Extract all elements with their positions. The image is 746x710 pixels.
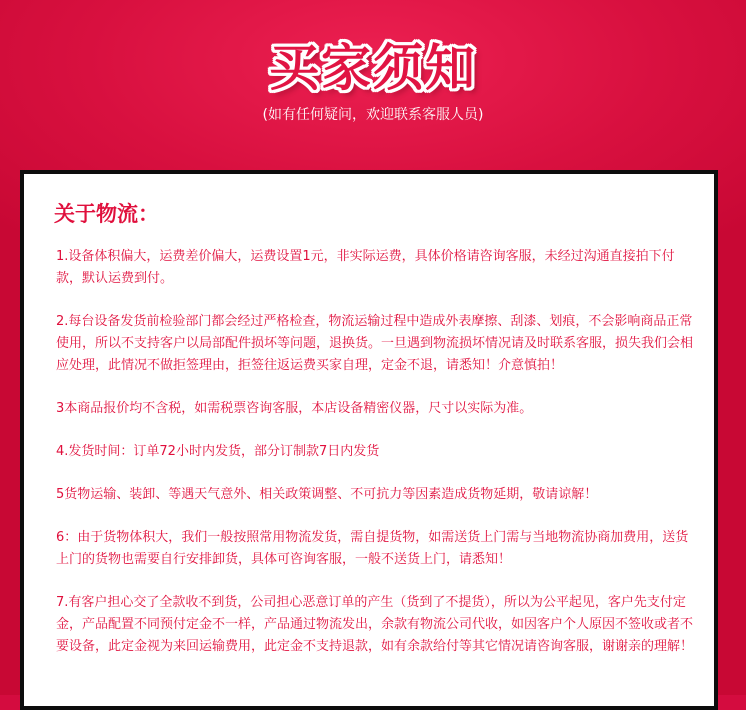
notice-item: 1.设备体积偏大，运费差价偏大，运费设置1元，非实际运费，具体价格请咨询客服，未经过沟通直接拍下付款，默认运费到付。	[56, 249, 675, 286]
notice-item: 5货物运输、装卸、等遇天气意外、相关政策调整、不可抗力等因素造成货物延期，敬请谅解！	[56, 487, 598, 502]
notice-item: 2.每台设备发货前检验部门都会经过严格检查，物流运输过程中造成外表摩擦、刮漆、划痕，不会影响商品正常使用，所以不支持客户以局部配件损坏等问题，退换货。一旦遇到物流损坏情况请及时联系客服，损失我们会相应处理，此情况不做拒签理由，拒签往返运费买家自理，定金不退，请悉知！介意慎拍！	[56, 314, 694, 373]
page-header	[0, 0, 746, 165]
notice-list	[56, 246, 696, 679]
section-title-logistics: 关于物流：	[54, 202, 159, 226]
notice-item: 3本商品报价均不含税，如需税票咨询客服，本店设备精密仪器，尺寸以实际为准。	[56, 401, 533, 416]
page-title: 买家须知	[269, 39, 477, 97]
notice-item: 7.有客户担心交了全款收不到货，公司担心恶意订单的产生（货到了不提货），所以为公平起见，客户先支付定金，产品配置不同预付定金不一样，产品通过物流发出，余款有物流公司代收，如因客户个人原因不签收或者不要设备，此定金视为来回运输费用，此定金不支持退款，如有余款给付等其它情况请咨询客服，谢谢亲的理解！	[56, 595, 694, 654]
notice-item: 6：由于货物体积大，我们一般按照常用物流发货，需自提货物，如需送货上门需与当地物流协商加费用，送货上门的货物也需要自行安排卸货，具体可咨询客服，一般不送货上门，请悉知！	[56, 530, 689, 567]
notice-item: 4.发货时间：订单72小时内发货，部分订制款7日内发货	[56, 444, 380, 459]
page-subtitle: (如有任何疑问，欢迎联系客服人员)	[262, 107, 484, 123]
notice-card	[20, 170, 718, 710]
